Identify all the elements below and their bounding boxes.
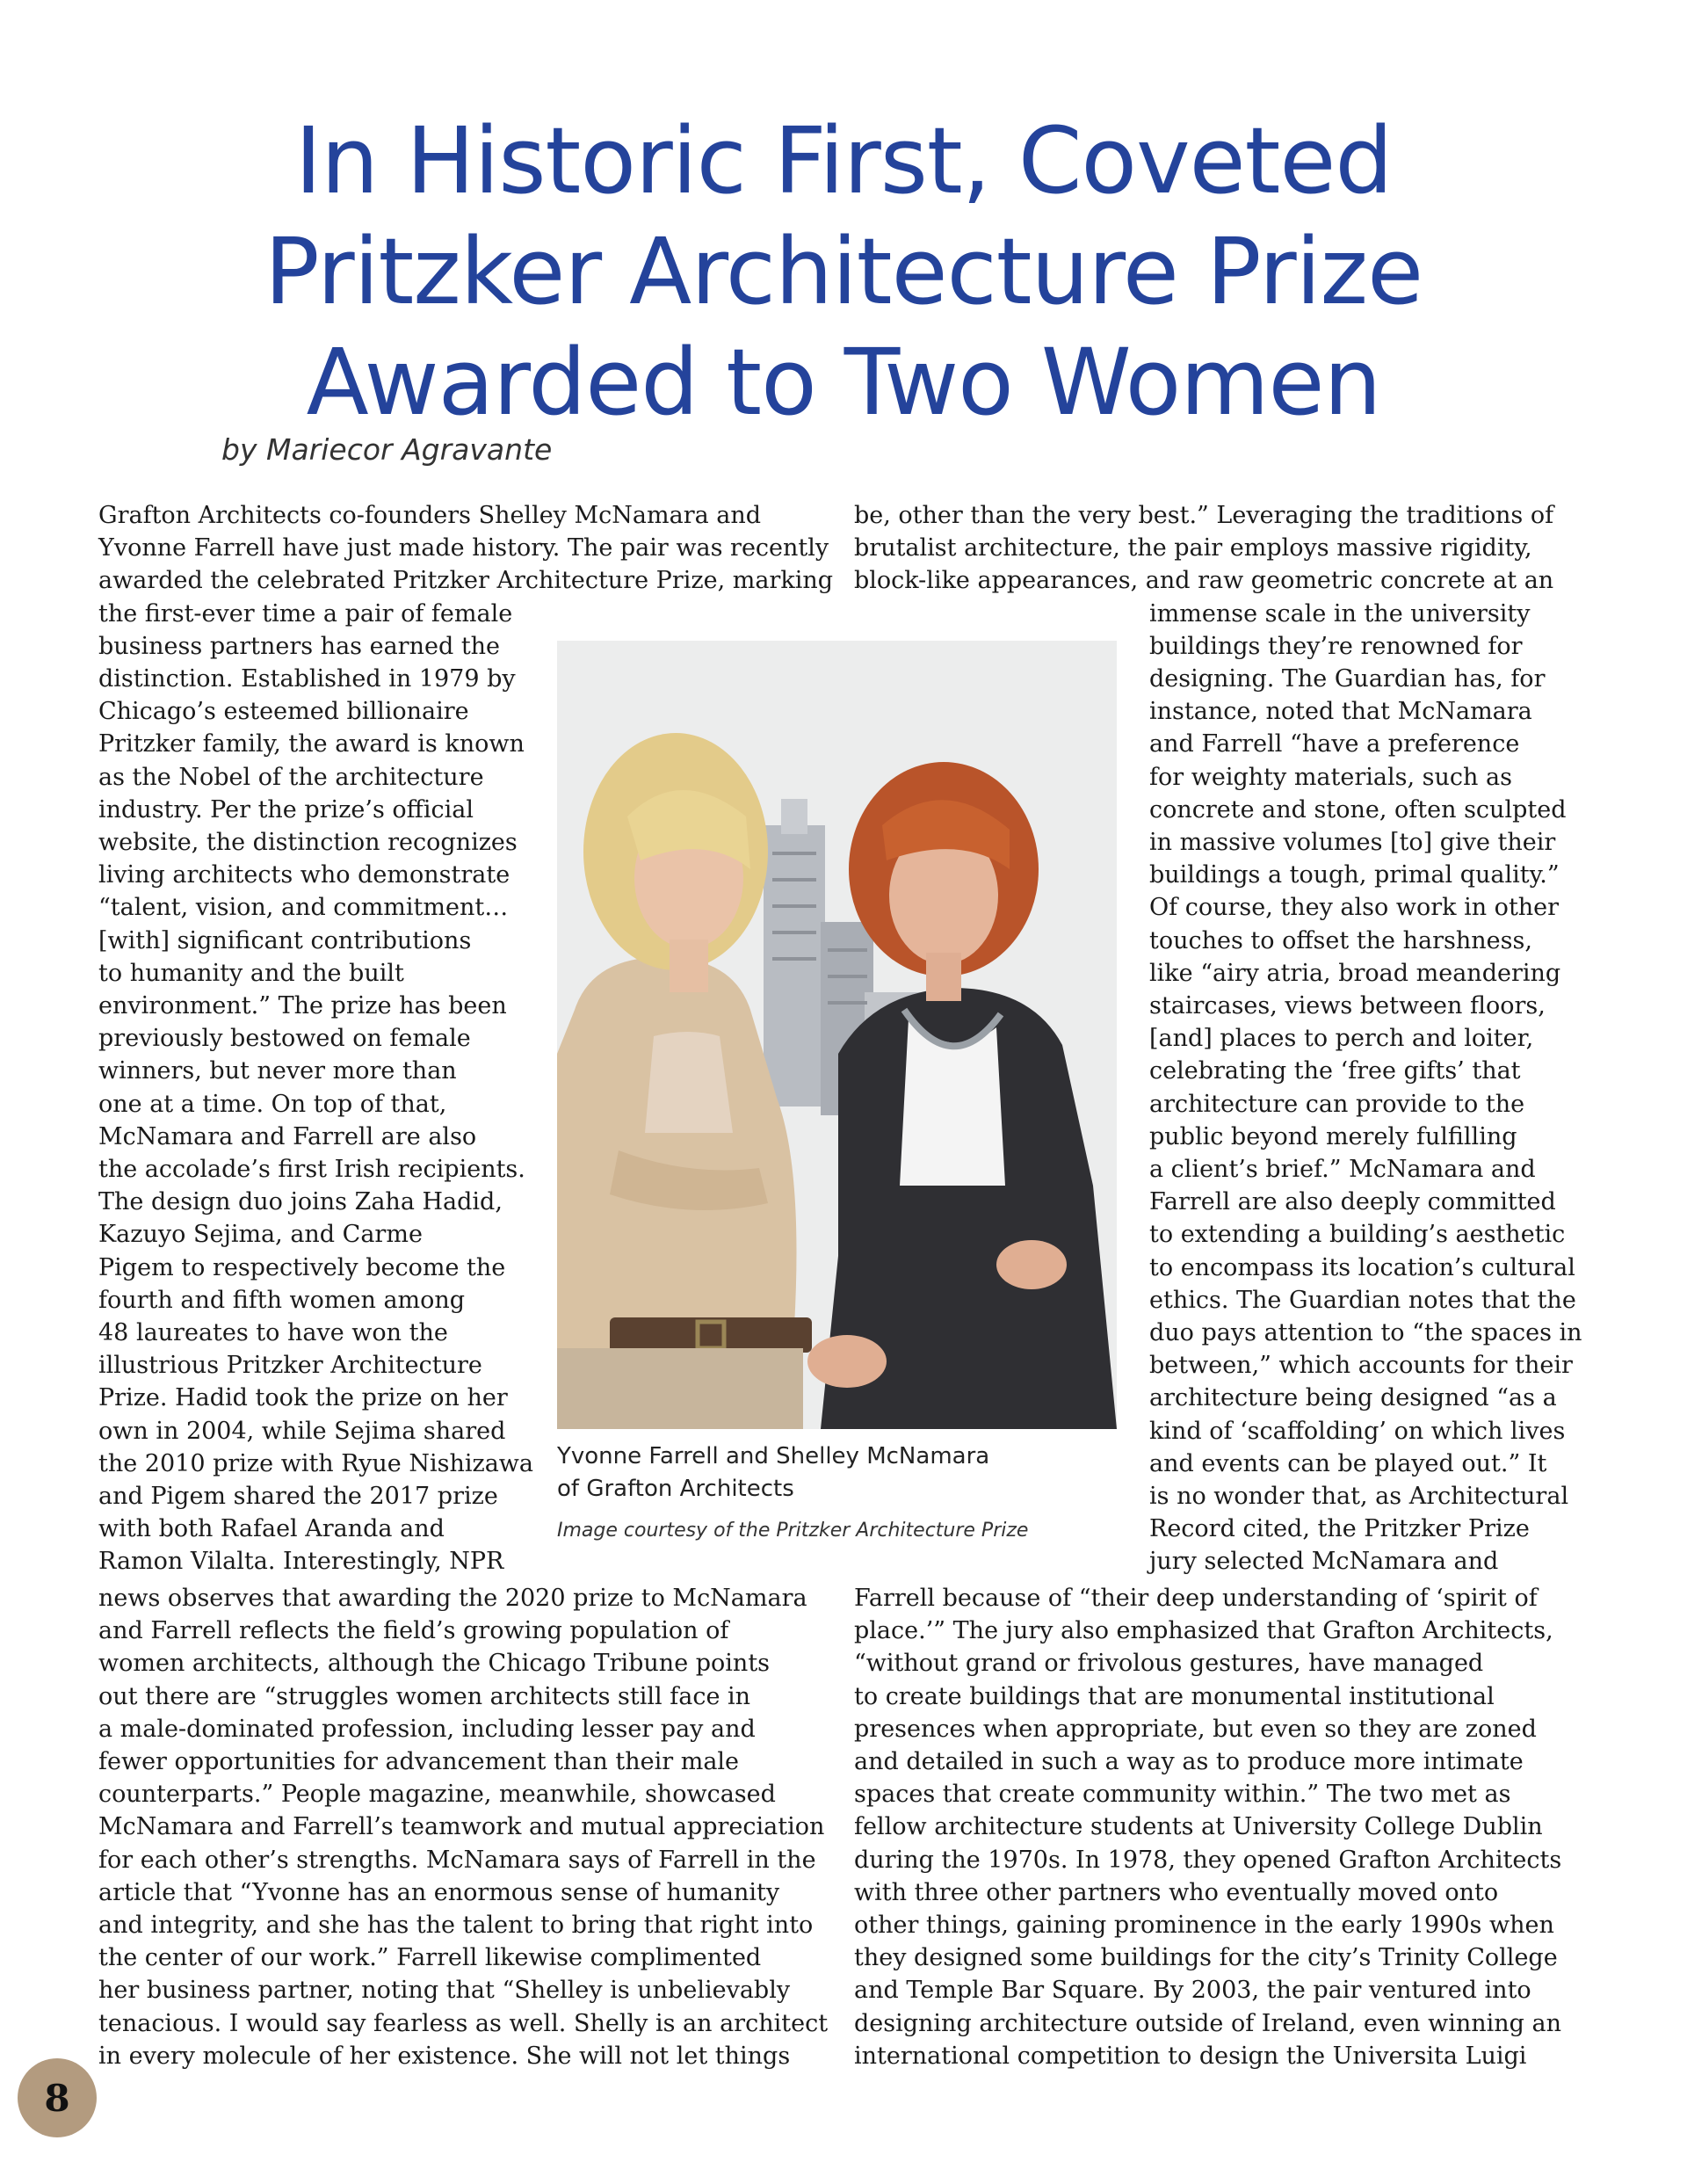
body-text-line: and Temple Bar Square. By 2003, the pair ventured into — [854, 1977, 1531, 2005]
article-title — [132, 105, 1555, 438]
title-line: Pritzker Architecture Prize — [264, 218, 1423, 325]
body-text-line: buildings they’re renowned for — [1149, 632, 1523, 660]
body-text-line: 48 laureates to have won the — [98, 1319, 448, 1346]
body-text-line: architecture can provide to the — [1149, 1090, 1525, 1118]
body-text-line: architecture being designed “as a — [1149, 1384, 1557, 1412]
body-text-line: and detailed in such a way as to produce more intimate — [854, 1748, 1524, 1775]
body-text-line: and Pigem shared the 2017 prize — [98, 1483, 498, 1510]
body-text-line: as the Nobel of the architecture — [98, 763, 484, 791]
body-text-line: Yvonne Farrell have just made history. The pair was recently — [98, 534, 829, 562]
body-text-line: kind of ‘scaffolding’ on which lives — [1149, 1417, 1566, 1445]
body-text-line: Grafton Architects co-founders Shelley McNamara and — [98, 502, 762, 529]
body-text-line: counterparts.” People magazine, meanwhile, showcased — [98, 1781, 776, 1809]
body-text-line: is no wonder that, as Architectural — [1149, 1483, 1569, 1510]
body-text-line: to create buildings that are monumental institutional — [854, 1682, 1495, 1710]
body-text-line: Pritzker family, the award is known — [98, 730, 525, 758]
body-text-line: instance, noted that McNamara — [1149, 698, 1532, 726]
body-text-line: environment.” The prize has been — [98, 992, 507, 1019]
body-text-line: international competition to design the Universita Luigi — [854, 2042, 1527, 2070]
page-number: 8 — [44, 2076, 70, 2120]
page-number-badge — [18, 2058, 97, 2137]
body-text-line: during the 1970s. In 1978, they opened Grafton Architects — [854, 1846, 1562, 1874]
caption-line: of Grafton Architects — [557, 1476, 794, 1502]
body-text-line: “without grand or frivolous gestures, have managed — [854, 1650, 1484, 1678]
body-text-line: the accolade’s first Irish recipients. — [98, 1156, 525, 1183]
body-text-line: spaces that create community within.” The two met as — [854, 1781, 1511, 1809]
body-text-line: with both Rafael Aranda and — [98, 1515, 445, 1543]
body-text-line: own in 2004, while Sejima shared — [98, 1417, 506, 1445]
body-text-line: and events can be played out.” It — [1149, 1449, 1547, 1477]
body-text-line: distinction. Established in 1979 by — [98, 665, 516, 693]
body-text-line: Prize. Hadid took the prize on her — [98, 1384, 508, 1412]
body-text-line: industry. Per the prize’s official — [98, 795, 474, 824]
body-text-line: touches to offset the harshness, — [1149, 926, 1532, 954]
body-text-line: fellow architecture students at University College Dublin — [854, 1813, 1543, 1841]
body-text-line: be, other than the very best.” Leveraging the traditions of — [854, 502, 1554, 529]
body-text-line: and Farrell reflects the field’s growing population of — [98, 1617, 729, 1645]
body-text-line: they designed some buildings for the city’s Trinity College — [854, 1944, 1558, 1972]
body-text-line: one at a time. On top of that, — [98, 1090, 447, 1118]
body-text-line: McNamara and Farrell are also — [98, 1122, 477, 1150]
body-text-line: her business partner, noting that “Shelley is unbelievably — [98, 1977, 791, 2005]
body-text-line: to encompass its location’s cultural — [1149, 1253, 1575, 1281]
body-text-line: [with] significant contributions — [98, 926, 472, 954]
body-text-line: Farrell because of “their deep understanding of ‘spirit of — [854, 1585, 1538, 1612]
body-text-line: The design duo joins Zaha Hadid, — [98, 1188, 503, 1216]
body-text-line: website, the distinction recognizes — [98, 829, 518, 856]
body-text-line: to extending a building’s aesthetic — [1149, 1221, 1566, 1249]
architects-photo — [557, 641, 1117, 1429]
body-text-line: for weighty materials, such as — [1149, 763, 1512, 791]
body-text-line: tenacious. I would say fearless as well. Shelly is an architect — [98, 2009, 829, 2037]
body-text-line: the 2010 prize with Ryue Nishizawa — [98, 1449, 534, 1477]
body-text-line: out there are “struggles women architects still face in — [98, 1682, 751, 1710]
body-text-line: business partners has earned the — [98, 632, 501, 660]
body-text-line: the first-ever time a pair of female — [98, 599, 513, 628]
body-text-line: Chicago’s esteemed billionaire — [98, 698, 469, 726]
byline: by Mariecor Agravante — [221, 432, 553, 467]
photo-credit: Image courtesy of the Pritzker Architecture Prize — [557, 1520, 1029, 1542]
body-text-line: designing. The Guardian has, for — [1149, 665, 1546, 693]
body-text-line: fourth and fifth women among — [98, 1286, 466, 1314]
body-text-line: the center of our work.” Farrell likewise complimented — [98, 1944, 762, 1972]
body-text-line: duo pays attention to “the spaces in — [1149, 1319, 1582, 1346]
body-text-line: Of course, they also work in other — [1149, 894, 1560, 922]
body-text-line: presences when appropriate, but even so they are zoned — [854, 1715, 1537, 1743]
body-text-line: celebrating the ‘free gifts’ that — [1149, 1057, 1521, 1085]
body-text-line: ethics. The Guardian notes that the — [1149, 1286, 1576, 1314]
body-text-line: place.’” The jury also emphasized that Grafton Architects, — [854, 1617, 1553, 1645]
body-text-line: previously bestowed on female — [98, 1025, 471, 1053]
body-text-line: designing architecture outside of Ireland, even winning an — [854, 2009, 1561, 2037]
title-line: In Historic First, Coveted — [294, 107, 1393, 214]
body-text-line: living architects who demonstrate — [98, 861, 510, 889]
body-text-line: other things, gaining prominence in the early 1990s when — [854, 1912, 1554, 1939]
body-text-line: and integrity, and she has the talent to bring that right into — [98, 1912, 814, 1939]
body-text-line: public beyond merely fulfilling — [1149, 1122, 1517, 1150]
title-line: Awarded to Two Women — [306, 329, 1381, 436]
body-text-line: McNamara and Farrell’s teamwork and mutual appreciation — [98, 1813, 825, 1841]
body-text-line: “talent, vision, and commitment… — [98, 894, 509, 922]
body-text-line: Record cited, the Pritzker Prize — [1149, 1515, 1530, 1543]
caption-line: Yvonne Farrell and Shelley McNamara — [557, 1443, 990, 1469]
body-text-line: buildings a tough, primal quality.” — [1149, 861, 1560, 889]
body-text-line: women architects, although the Chicago Tribune points — [98, 1650, 771, 1678]
body-text-line: block-like appearances, and raw geometric concrete at an — [854, 567, 1554, 595]
body-text-line: brutalist architecture, the pair employs massive rigidity, — [854, 534, 1532, 562]
body-text-line: a client’s brief.” McNamara and — [1149, 1156, 1536, 1183]
body-text-line: awarded the celebrated Pritzker Architecture Prize, marking — [98, 567, 834, 595]
body-text-line: immense scale in the university — [1149, 599, 1531, 628]
body-text-line: [and] places to perch and loiter, — [1149, 1025, 1534, 1053]
body-text-line: between,” which accounts for their — [1149, 1352, 1573, 1380]
body-text-line: fewer opportunities for advancement than their male — [98, 1748, 740, 1775]
body-text-line: a male-dominated profession, including lesser pay and — [98, 1715, 756, 1743]
body-text-line: in every molecule of her existence. She will not let things — [98, 2042, 791, 2070]
body-text-line: Ramon Vilalta. Interestingly, NPR — [98, 1548, 504, 1576]
body-text-line: Farrell are also deeply committed — [1149, 1188, 1556, 1216]
body-text-line: and Farrell “have a preference — [1149, 730, 1520, 758]
photo-caption — [557, 1440, 1137, 1506]
photo-illustration — [557, 641, 1117, 1429]
body-text-line: staircases, views between floors, — [1149, 992, 1546, 1019]
body-text-line: winners, but never more than — [98, 1057, 457, 1085]
body-text-line: with three other partners who eventually moved onto — [854, 1878, 1499, 1906]
body-text-line: news observes that awarding the 2020 prize to McNamara — [98, 1585, 807, 1612]
body-text-line: article that “Yvonne has an enormous sense of humanity — [98, 1878, 780, 1906]
body-text-line: in massive volumes [to] give their — [1149, 829, 1556, 856]
body-text-line: Kazuyo Sejima, and Carme — [98, 1221, 423, 1249]
body-text-line: for each other’s strengths. McNamara says of Farrell in the — [98, 1846, 816, 1874]
body-text-line: Pigem to respectively become the — [98, 1253, 506, 1281]
body-text-line: jury selected McNamara and — [1149, 1548, 1499, 1576]
body-text-line: concrete and stone, often sculpted — [1149, 795, 1567, 824]
body-text-line: illustrious Pritzker Architecture — [98, 1352, 482, 1380]
body-text-line: to humanity and the built — [98, 959, 404, 987]
body-text-line: like “airy atria, broad meandering — [1149, 959, 1561, 987]
